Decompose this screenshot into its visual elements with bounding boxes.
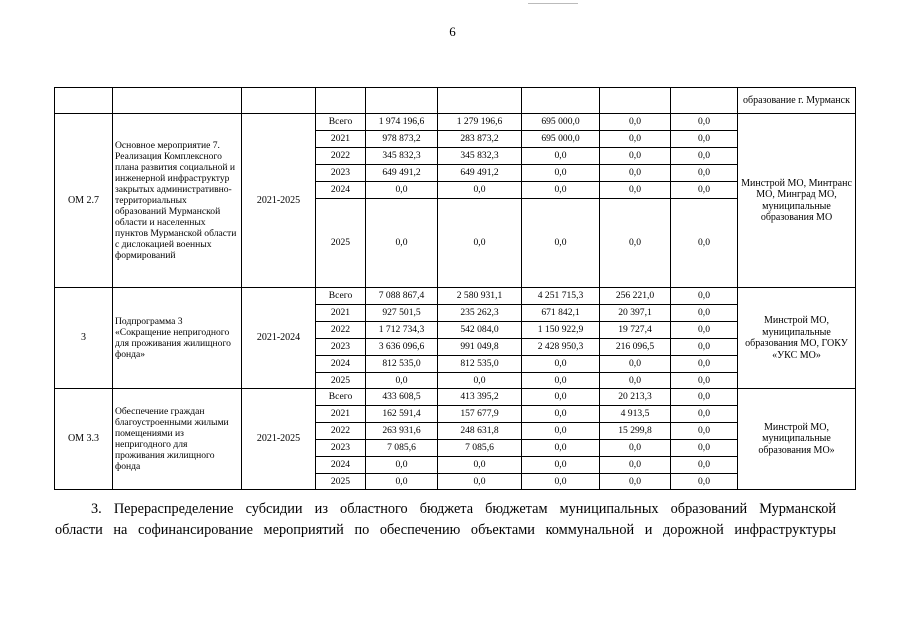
amount-cell: 7 088 867,4 (366, 288, 438, 305)
paragraph-line-1: 3. Перераспределение субсидии из областного бюджета бюджетам муниципальных образований Мурманской (91, 501, 836, 517)
amount-cell: 4 251 715,3 (522, 288, 600, 305)
responsible-cell: Минстрой МО, Минтранс МО, Минград МО, муниципальные образования МО (738, 114, 856, 288)
amount-cell: 0,0 (671, 148, 738, 165)
year-cell: 2022 (316, 423, 366, 440)
year-cell: Всего (316, 288, 366, 305)
amount-cell: 0,0 (438, 474, 522, 490)
amount-cell: 0,0 (600, 356, 671, 373)
amount-cell: 7 085,6 (438, 440, 522, 457)
amount-cell: 0,0 (522, 423, 600, 440)
amount-cell: 0,0 (600, 474, 671, 490)
amount-cell: 0,0 (671, 339, 738, 356)
amount-cell: 263 931,6 (366, 423, 438, 440)
amount-cell: 0,0 (438, 182, 522, 199)
amount-cell: 2 580 931,1 (438, 288, 522, 305)
paragraph-line-2: области на софинансирование мероприятий по обеспечению объектами коммунальной и дорожной инфраструктуры (55, 522, 836, 538)
year-cell: 2021 (316, 131, 366, 148)
amount-cell: 0,0 (671, 457, 738, 474)
amount-cell: 0,0 (438, 373, 522, 389)
page-number: 6 (449, 24, 456, 39)
year-cell: 2021 (316, 406, 366, 423)
amount-cell: 0,0 (671, 423, 738, 440)
amount-cell: 0,0 (671, 373, 738, 389)
amount-cell: 0,0 (671, 305, 738, 322)
amount-cell: 0,0 (671, 288, 738, 305)
year-cell: 2024 (316, 182, 366, 199)
measure-name: Основное мероприятие 7. Реализация Комплексного плана развития социальной и инженерной инфраструктур закрытых административно-территориальных образований Мурманской области и населенных пунктов Мурманской области с дислокацией военных формирований (113, 114, 242, 288)
amount-cell: 0,0 (522, 457, 600, 474)
amount-cell: 649 491,2 (438, 165, 522, 182)
amount-cell: 0,0 (600, 131, 671, 148)
amount-cell: 0,0 (600, 457, 671, 474)
amount-cell: 0,0 (600, 440, 671, 457)
amount-cell: 19 727,4 (600, 322, 671, 339)
amount-cell: 978 873,2 (366, 131, 438, 148)
body-paragraph (55, 499, 836, 541)
year-cell: 2025 (316, 199, 366, 288)
responsible-cell: Минстрой МО, муниципальные образования МО, ГОКУ «УКС МО» (738, 288, 856, 389)
table-row (55, 389, 856, 406)
amount-cell: 157 677,9 (438, 406, 522, 423)
amount-cell: 413 395,2 (438, 389, 522, 406)
amount-cell: 283 873,2 (438, 131, 522, 148)
amount-cell: 162 591,4 (366, 406, 438, 423)
amount-cell: 345 832,3 (438, 148, 522, 165)
scan-mark (528, 3, 578, 8)
year-cell: 2024 (316, 356, 366, 373)
amount-cell: 0,0 (600, 373, 671, 389)
year-cell: Всего (316, 114, 366, 131)
amount-cell: 0,0 (366, 457, 438, 474)
year-cell: 2023 (316, 165, 366, 182)
amount-cell: 0,0 (522, 474, 600, 490)
amount-cell: 812 535,0 (366, 356, 438, 373)
year-cell: 2025 (316, 474, 366, 490)
amount-cell: 0,0 (671, 389, 738, 406)
amount-cell: 812 535,0 (438, 356, 522, 373)
measure-name: Обеспечение граждан благоустроенными жилыми помещениями из непригодного для проживания жилищного фонда (113, 389, 242, 490)
implementation-period: 2021-2025 (242, 114, 316, 288)
year-cell: 2023 (316, 339, 366, 356)
amount-cell: 1 974 196,6 (366, 114, 438, 131)
amount-cell: 0,0 (600, 114, 671, 131)
amount-cell: 542 084,0 (438, 322, 522, 339)
amount-cell: 991 049,8 (438, 339, 522, 356)
amount-cell: 235 262,3 (438, 305, 522, 322)
amount-cell: 1 150 922,9 (522, 322, 600, 339)
implementation-period: 2021-2024 (242, 288, 316, 389)
amount-cell: 695 000,0 (522, 131, 600, 148)
amount-cell: 0,0 (366, 373, 438, 389)
year-cell: 2022 (316, 322, 366, 339)
table-row (55, 114, 856, 131)
amount-cell: 0,0 (522, 148, 600, 165)
amount-cell: 0,0 (600, 182, 671, 199)
amount-cell: 0,0 (671, 165, 738, 182)
amount-cell: 0,0 (522, 356, 600, 373)
amount-cell: 927 501,5 (366, 305, 438, 322)
amount-cell: 345 832,3 (366, 148, 438, 165)
amount-cell: 0,0 (600, 148, 671, 165)
amount-cell: 0,0 (671, 322, 738, 339)
amount-cell: 3 636 096,6 (366, 339, 438, 356)
amount-cell: 1 712 734,3 (366, 322, 438, 339)
implementation-period: 2021-2025 (242, 389, 316, 490)
measure-name: Подпрограмма 3 «Сокращение непригодного для проживания жилищного фонда» (113, 288, 242, 389)
amount-cell: 0,0 (522, 373, 600, 389)
amount-cell: 671 842,1 (522, 305, 600, 322)
amount-cell: 0,0 (366, 199, 438, 288)
amount-cell: 0,0 (671, 474, 738, 490)
amount-cell: 0,0 (600, 165, 671, 182)
amount-cell: 0,0 (522, 182, 600, 199)
year-cell: 2022 (316, 148, 366, 165)
amount-cell: 0,0 (438, 199, 522, 288)
row-code: ОМ 3.3 (55, 389, 113, 490)
row-code: ОМ 2.7 (55, 114, 113, 288)
amount-cell: 0,0 (671, 114, 738, 131)
amount-cell: 7 085,6 (366, 440, 438, 457)
amount-cell: 0,0 (522, 440, 600, 457)
amount-cell: 15 299,8 (600, 423, 671, 440)
amount-cell: 0,0 (671, 199, 738, 288)
year-cell: 2024 (316, 457, 366, 474)
year-cell: 2021 (316, 305, 366, 322)
amount-cell: 0,0 (366, 182, 438, 199)
table-row (55, 288, 856, 305)
year-cell: 2025 (316, 373, 366, 389)
program-table (54, 87, 856, 490)
amount-cell: 2 428 950,3 (522, 339, 600, 356)
amount-cell: 4 913,5 (600, 406, 671, 423)
amount-cell: 20 213,3 (600, 389, 671, 406)
amount-cell: 256 221,0 (600, 288, 671, 305)
amount-cell: 248 631,8 (438, 423, 522, 440)
amount-cell: 0,0 (522, 389, 600, 406)
amount-cell: 0,0 (522, 199, 600, 288)
amount-cell: 216 096,5 (600, 339, 671, 356)
amount-cell: 0,0 (671, 440, 738, 457)
amount-cell: 0,0 (671, 356, 738, 373)
amount-cell: 0,0 (600, 199, 671, 288)
amount-cell: 0,0 (671, 182, 738, 199)
amount-cell: 0,0 (438, 457, 522, 474)
amount-cell: 0,0 (522, 406, 600, 423)
amount-cell: 0,0 (366, 474, 438, 490)
responsible-cell: Минстрой МО, муниципальные образования МО» (738, 389, 856, 490)
year-cell: Всего (316, 389, 366, 406)
amount-cell: 433 608,5 (366, 389, 438, 406)
amount-cell: 0,0 (671, 406, 738, 423)
amount-cell: 20 397,1 (600, 305, 671, 322)
responsible-cell: образование г. Мурманск (738, 88, 856, 114)
continuation-row (55, 88, 856, 114)
amount-cell: 649 491,2 (366, 165, 438, 182)
amount-cell: 1 279 196,6 (438, 114, 522, 131)
amount-cell: 0,0 (522, 165, 600, 182)
row-code: 3 (55, 288, 113, 389)
amount-cell: 0,0 (671, 131, 738, 148)
year-cell: 2023 (316, 440, 366, 457)
amount-cell: 695 000,0 (522, 114, 600, 131)
